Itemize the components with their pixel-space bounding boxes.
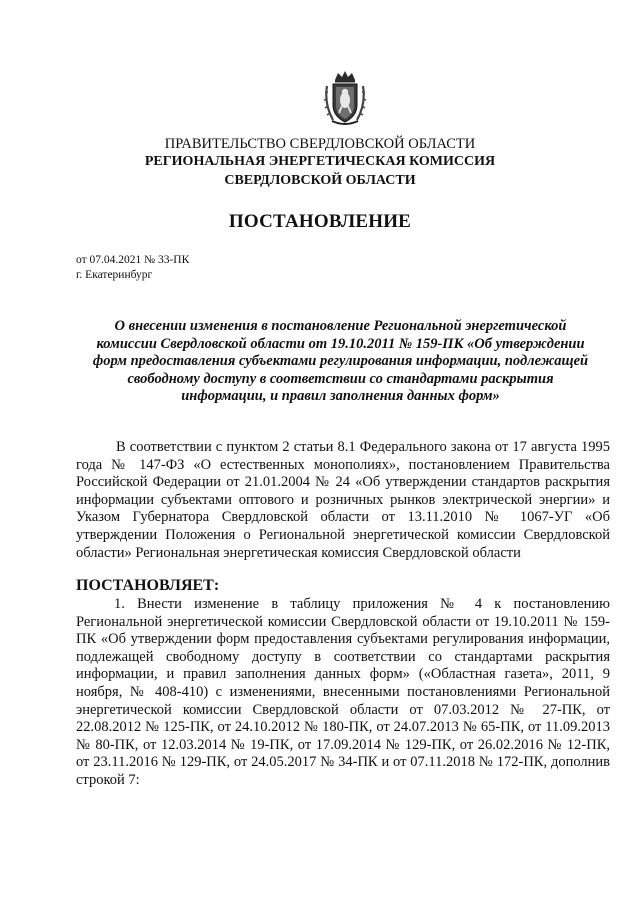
document-city: г. Екатеринбург <box>76 269 153 281</box>
commission-name-line2: СВЕРДЛОВСКОЙ ОБЛАСТИ <box>224 173 416 188</box>
document-subject: О внесении изменения в постановление Региональной энергетической комиссии Свердловской области от 19.10.2011 № 159-ПК «Об утверждении форм предоставления субъектами регулирования информации, подлежащей свободному доступу в соответствии со стандартами раскрытия информации, и правил заполнения данных форм» <box>92 318 589 404</box>
item-1-paragraph: 1. Внести изменение в таблицу приложения № 4 к постановлению Региональной энергетической комиссии Свердловской области от 19.10.2011 № 159-ПК «Об утверждении форм предоставления субъектами регулирования информации, подлежащей свободному доступу в соответствии со стандартами раскрытия информации, и правил заполнения данных форм» («Областная газета», 2011, 9 ноября, № 408-410) с изменениями, внесенными постановлениями Региональной энергетической комиссии Свердловской области от 07.03.2012 № 27-ПК, от 22.08.2012 № 125-ПК, от 24.10.2012 № 180-ПК, от 24.07.2013 № 65-ПК, от 11.09.2013 № 80-ПК, от 12.03.2014 № 19-ПК, от 17.09.2014 № 129-ПК, от 26.02.2016 № 12-ПК, от 23.11.2016 № 129-ПК, от 24.05.2017 № 34-ПК и от 07.11.2018 № 172-ПК, дополнив строкой 7: <box>76 596 610 788</box>
commission-name-line1: РЕГИОНАЛЬНАЯ ЭНЕРГЕТИЧЕСКАЯ КОМИССИЯ <box>144 154 496 169</box>
document-title: ПОСТАНОВЛЕНИЕ <box>228 211 412 232</box>
document-date-number: от 07.04.2021 № 33-ПК <box>76 254 190 266</box>
government-name: ПРАВИТЕЛЬСТВО СВЕРДЛОВСКОЙ ОБЛАСТИ <box>164 136 476 152</box>
preamble-paragraph: В соответствии с пунктом 2 статьи 8.1 Федерального закона от 17 августа 1995 года № 147-ФЗ «О естественных монополиях», постановлением Правительства Российской Федерации от 21.01.2004 № 24 «Об утверждении стандартов раскрытия информации субъектами оптового и розничных рынков электрической энергии» и Указом Губернатора Свердловской области от 13.11.2010 № 1067-УГ «Об утверждении Положения о Региональной энергетической комиссии Свердловской области» Региональная энергетическая комиссия Свердловской области <box>76 439 610 561</box>
coat-of-arms-icon <box>323 70 367 128</box>
decree-word: ПОСТАНОВЛЯЕТ: <box>76 577 220 594</box>
